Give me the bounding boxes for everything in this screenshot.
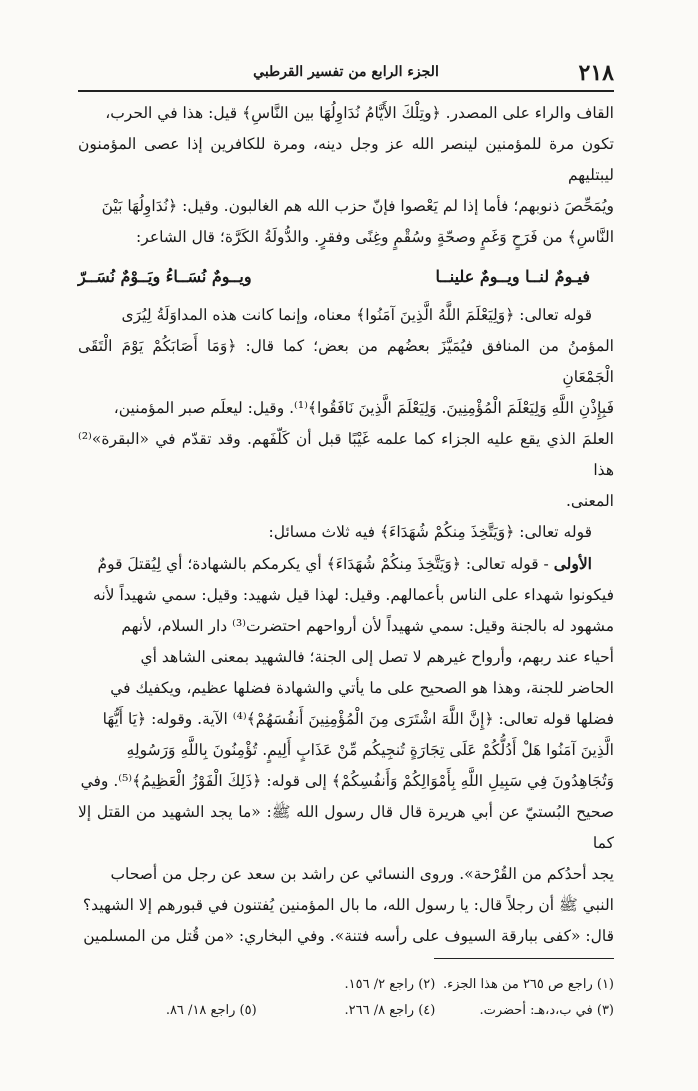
footnotes <box>78 972 614 1024</box>
body-line: فضلها قوله تعالى: ﴿إِنَّ اللَّهَ اشْتَرَى مِنَ الْمُؤْمِنِينَ أَنفُسَهُمْ﴾⁽⁴⁾ الآية. وقوله: ﴿يَا أَيُّهَا <box>102 710 614 728</box>
body-line: أحياء عند ربهم، وأرواح غيرهم لا تصل إلى الجنة؛ فالشهيد بمعنى الشاهد أي <box>140 648 614 666</box>
body-line: قوله تعالى: ﴿وَيَتَّخِذَ مِنكُمْ شُهَدَاءَ﴾ فيه ثلاث مسائل: <box>268 523 592 541</box>
body-line: فيكونوا شهداء على الناس بأعمالهم. وقيل: لهذا قيل شهيد: وقيل: سمي شهيداً لأنه <box>93 586 614 604</box>
body-line: الَّذِينَ آمَنُوا هَلْ أَدُلُّكُمْ عَلَى تِجَارَةٍ تُنجِيكُم مِّنْ عَذَابٍ أَلِيمٍ. تُؤْمِنُونَ بِاللَّهِ وَرَسُولِهِ <box>126 741 614 759</box>
body-line: القاف والراء على المصدر. ﴿وتِلْكَ الأَيَّامُ نُدَاوِلُهَا بين النَّاسِ﴾ قيل: هذا في الحرب، <box>105 104 614 122</box>
page-body <box>78 98 614 952</box>
body-line: وَتُجَاهِدُونَ فِي سَبِيلِ اللَّهِ بِأَمْوَالِكُمْ وَأَنفُسِكُمْ﴾ إلى قوله: ﴿ذَلِكَ الْفَوْزُ الْعَظِيمُ﴾⁽⁵⁾. وفي <box>80 772 614 790</box>
body-line: - قوله تعالى: ﴿وَيَتَّخِذَ مِنكُمْ شُهَدَاءَ﴾ أي يكرمكم بالشهادة؛ أي لِيُقتلَ قومٌ <box>97 555 554 573</box>
footnote-5: (٥) راجع ١٨/ ٨٦. <box>165 1003 257 1018</box>
footnote-empty <box>78 972 257 998</box>
page-number: ٢١٨ <box>578 60 614 86</box>
verse-first-hemistich: فيـومٌ لنــا ويــومٌ علينــا <box>435 267 590 286</box>
page-header <box>78 56 614 92</box>
body-line: يجد أحدُكم من القُرْحة». وروى النسائي عن راشد بن سعد عن رجل من أصحاب <box>110 865 614 883</box>
verse-second-hemistich: ويــومٌ نُسَــاءُ ويَــوْمٌ نُسَــرّ <box>78 267 252 286</box>
body-line: فَبِإِذْنِ اللَّهِ وَلِيَعْلَمَ الْمُؤْمِنِينَ. وَلِيَعْلَمَ الَّذِينَ نَافَقُوا﴾⁽¹⁾. وقيل: ليعلَم صبر المؤمنين، <box>113 399 614 417</box>
body-line: قوله تعالى: ﴿وَلِيَعْلَمَ اللَّهُ الَّذِينَ آمَنُوا﴾ معناه، وإنما كانت هذه المداوَلَةُ لِيُرَى <box>121 306 592 324</box>
body-line: صحيح البُستيّ عن أبي هريرة قال قال رسول الله ﷺ: «ما يجد الشهيد من القتل إلا كما <box>78 803 614 852</box>
body-line: النَّاسِ﴾ من فَرَحٍ وَغَمٍ وصحّةٍ وسُقْمٍ وغِنًى وفقرٍ. والدُّولَةُ الكَرَّة؛ قال الشاعر: <box>136 228 614 246</box>
body-line: العلمَ الذي يقع عليه الجزاء كما علمه غَيْبًا قبل أن كَلّفَهم. وقد تقدّم في «البقرة»⁽²⁾ هذا <box>78 430 614 479</box>
body-line: الحاضر للجنة، وهذا هو الصحيح على ما يأتي والشهادة فضلها عظيم، ويكفيك في <box>110 679 614 697</box>
body-line: المعنى. <box>566 492 614 510</box>
footnote-divider <box>434 958 614 959</box>
body-line: ويُمَحِّصَ ذنوبهم؛ فأما إذا لم يَعْصوا فإنّ حزب الله هم الغالبون. وقيل: ﴿نُدَاوِلُهَا بَيْنَ <box>101 197 614 215</box>
footnote-2: (٢) راجع ٢/ ١٥٦. <box>344 977 436 992</box>
body-line: المؤمنُ من المنافق فيُمَيَّزَ بعضُهم من بعض؛ كما قال: ﴿وَمَا أَصَابَكُمْ يَوْمَ الْتَقَى الْجَمْعَانِ <box>78 337 614 386</box>
body-line: قال: «كفى ببارقة السيوف على رأسه فتنة». وفي البخاري: «من قُتل من المسلمين <box>83 927 614 945</box>
masala-label: الأولى <box>553 554 592 573</box>
footnote-row <box>78 998 614 1024</box>
body-line: مشهود له بالجنة وقيل: سمي شهيداً لأن أرواحهم احتضرت⁽³⁾ دار السلام، لأنهم <box>121 617 614 635</box>
body-line: النبي ﷺ أن رجلاً قال: يا رسول الله، ما بال المؤمنين يُفتنون في قبورهم إلا الشهيد؟ <box>82 896 614 914</box>
body-line: تكون مرة للمؤمنين لينصر الله عز وجل دينه، ومرة للكافرين إذا عصى المؤمنون ليبتليهم <box>78 135 614 184</box>
footnote-4: (٤) راجع ٨/ ٢٦٦. <box>344 1003 436 1018</box>
footnote-row <box>78 972 614 998</box>
footnote-3: (٣) في ب،د،هـ: أحضرت. <box>479 1003 614 1018</box>
masala-paragraph-start <box>78 548 614 580</box>
footnote-1: (١) راجع ص ٢٦٥ من هذا الجزء. <box>443 977 614 992</box>
poetry-verse <box>78 261 590 292</box>
running-title: الجزء الرابع من تفسير القرطبي <box>253 64 439 80</box>
